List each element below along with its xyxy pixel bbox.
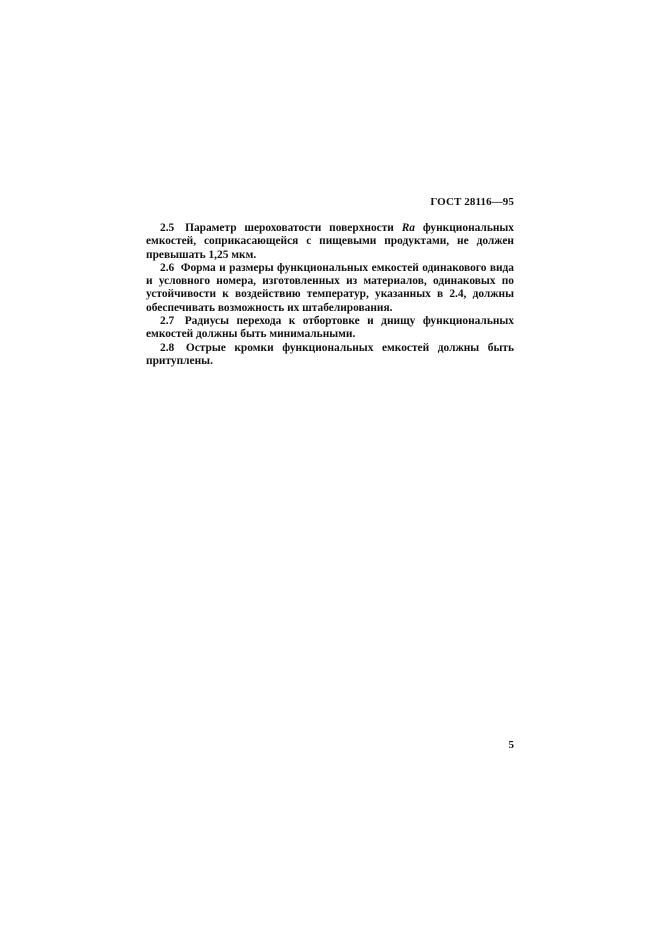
- clause-text: Форма и размеры функциональных емкостей одинакового вида и условного номера, изготовленных из материалов, одинаковых по устойчивости к воздействию температур, указанных в 2.4, должны обеспечивать возможность их штабелирования.: [146, 261, 514, 314]
- clause-2-5: [146, 222, 514, 262]
- standard-code-header: ГОСТ 28116—95: [430, 196, 514, 208]
- clause-2-7: [146, 315, 514, 342]
- page-number: 5: [508, 739, 514, 751]
- clause-number: 2.7: [160, 315, 175, 328]
- clause-2-6: [146, 262, 514, 315]
- clause-text: Параметр шероховатости поверхности: [185, 222, 394, 234]
- clause-number: 2.6: [160, 261, 175, 274]
- clause-2-8: [146, 342, 514, 369]
- document-body: [146, 222, 514, 368]
- clause-number: 2.8: [160, 341, 175, 354]
- clause-text: Острые кромки функциональных емкостей должны быть притуплены.: [146, 341, 514, 367]
- clause-text: функциональных емкостей, соприкасающейся с пищевыми продуктами, не должен превышать 1,25 мкм.: [146, 222, 514, 261]
- clause-number: 2.5: [160, 222, 175, 234]
- clause-text-italic: Ra: [401, 222, 415, 234]
- clause-text: Радиусы перехода к отбортовке и днищу функциональных емкостей должны быть минимальными.: [146, 315, 514, 341]
